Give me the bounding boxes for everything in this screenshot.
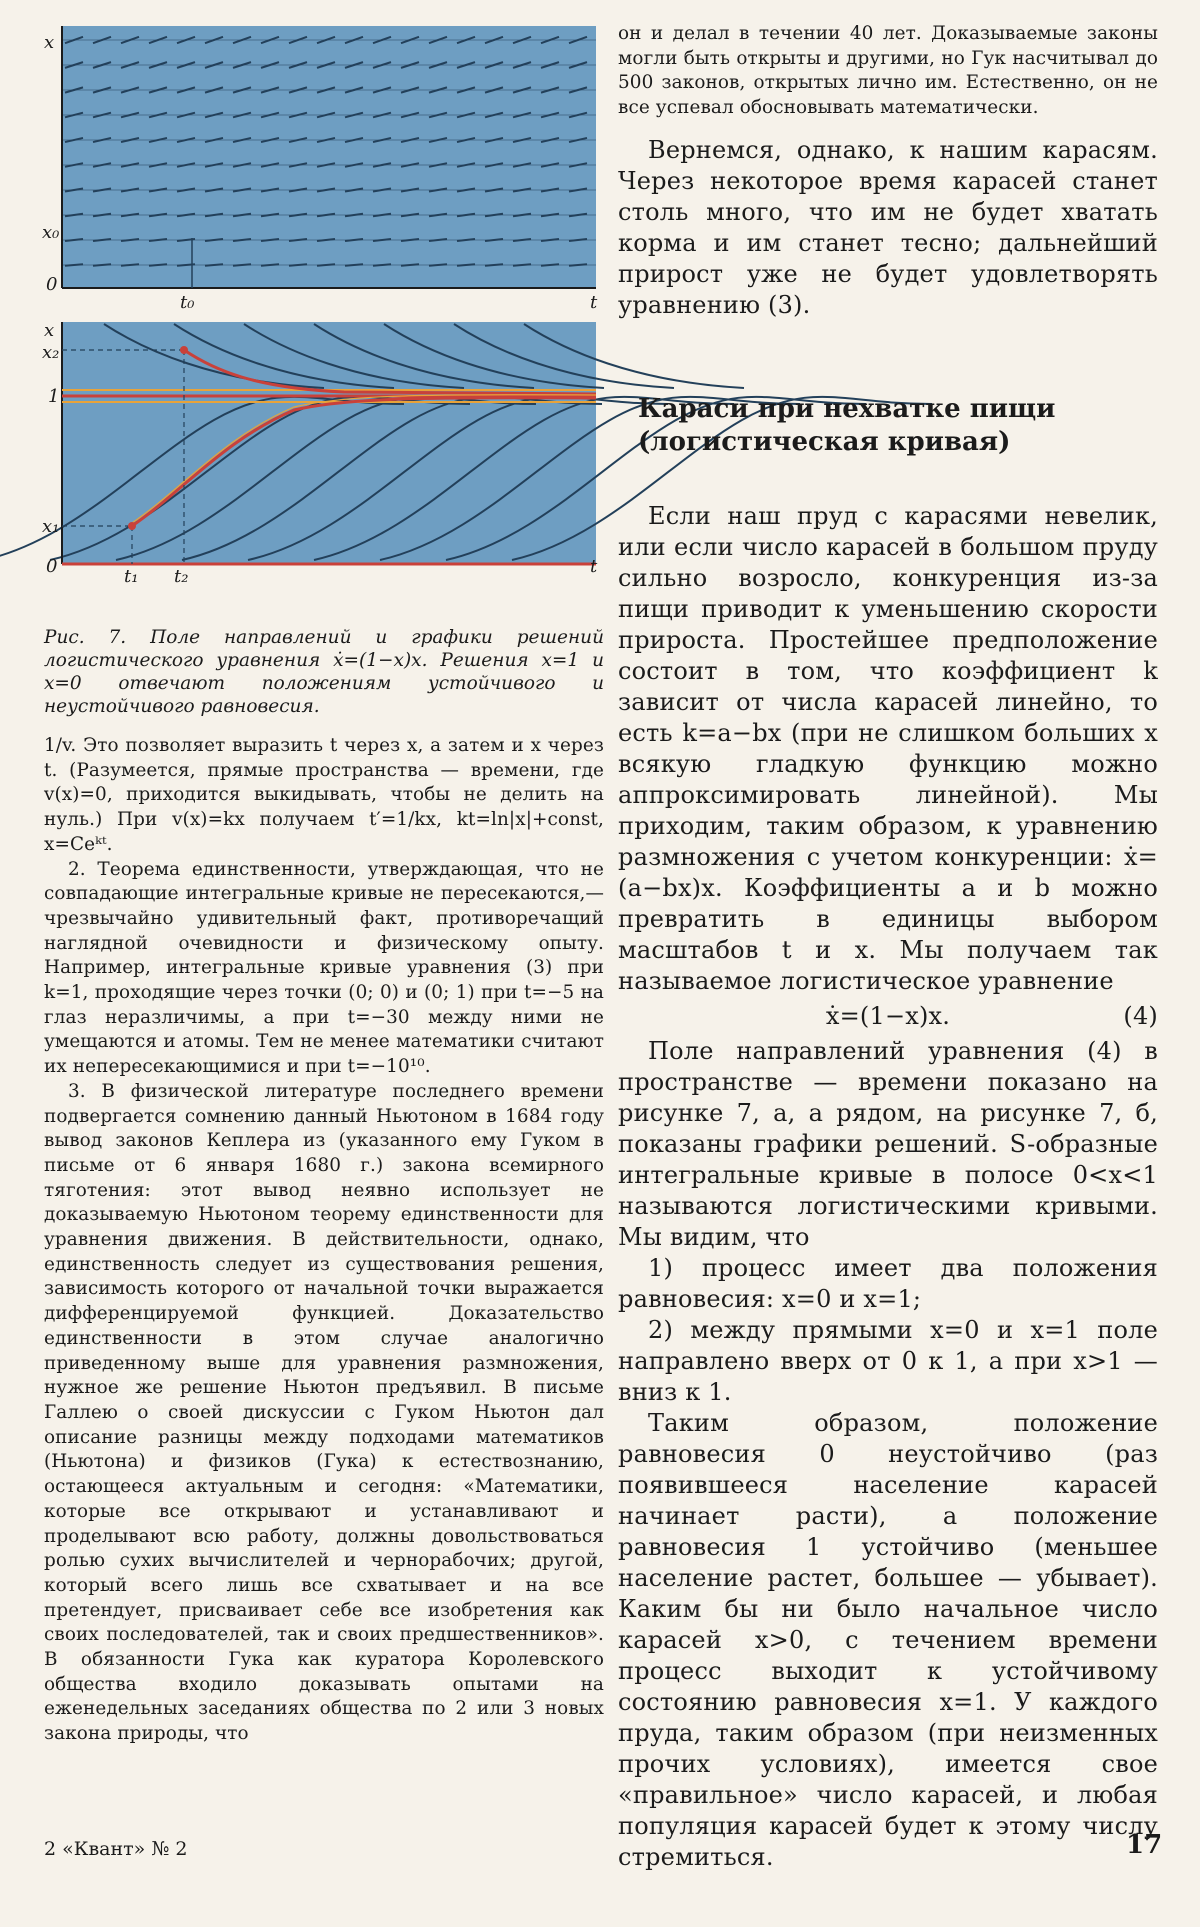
left-paragraph-3: 3. В физической литературе последнего времени подвергается сомнению данный Ньютоном в 1684 году вывод законов Кеплера из (указанного ему Гуком в письме от 6 января 1680 г.) закона всемирного тяготения: этот вывод неявно использует не доказываемую Ньютоном теорему единственности для уравнения движения. В действительности, однако, единственность следует из существования решения, зависимость которого от начальной точки выражается дифференцируемой функцией. Доказательство единственности в этом случае аналогично приведенному выше для уравнения размножения, нужное же решение Ньютон предъявил. В письме Галлею о своей дискуссии с Гуком Ньютон дал описание разницы между подходами математиков (Ньютона) и физиков (Гука) к естествознанию, остающееся актуальным и сегодня: «Математики, которые все открывают и устанавливают и проделывают всю работу, должны довольствоваться ролью сухих вычислителей и чернорабочих; другой, который всего лишь все схватывает и на все претендует, присваивает себе все изобретения как своих последователей, так и своих предшественников». В обязанности Гука как куратора Королевского общества входило доказывать опытами на еженедельных заседаниях общества по 2 или 3 новых закона природы, что <box>44 1080 604 1745</box>
left-paragraph-2: 2. Теорема единственности, утверждающая, что не совпадающие интегральные кривые не пересекаются,— чрезвычайно удивительный факт, противоречащий наглядной очевидности и физическому опыту. Например, интегральные кривые уравнения (3) при k=1, проходящие через точки (0; 0) и (0; 1) при t=−5 на глаз неразличимы, а при t=−30 между ними не умещаются и атомы. Тем не менее математики считают их непересекающимися и при t=−10¹⁰. <box>44 858 604 1078</box>
figure-7 <box>44 20 604 718</box>
start-point-x1 <box>128 522 136 530</box>
page-number: 17 <box>1126 1830 1163 1860</box>
axis-label-x-bottom: x <box>44 320 55 341</box>
axis-label-t-top: t <box>590 292 598 313</box>
list-item-1: 1) процесс имеет два положения равновесия: x=0 и x=1; <box>618 1253 1158 1313</box>
axis-origin-bottom: 0 <box>46 556 58 577</box>
footer-issue: 2 «Квант» № 2 <box>44 1838 188 1860</box>
list-item-2: 2) между прямыми x=0 и x=1 поле направлено вверх от 0 к 1, а при x>1 — вниз к 1. <box>618 1315 1158 1406</box>
axis-mark-t1: t₁ <box>124 566 139 587</box>
figure-caption: Рис. 7. Поле направлений и графики решений логистического уравнения ẋ=(1−x)x. Решения x=1 и x=0 отвечают положениям устойчивого и неустойчивого равновесия. <box>44 627 604 717</box>
right-main-text <box>618 135 1158 321</box>
solution-curves-panel <box>62 322 596 564</box>
right-paragraph-4: Таким образом, положение равновесия 0 неустойчиво (раз появившееся население карасей начинает расти), а положение равновесия 1 устойчиво (меньшее население растет, большее — убывает). Каким бы ни было начальное число карасей x>0, с течением времени процесс выходит к устойчивому состоянию равновесия x=1. У каждого пруда, таким образом (при неизменных прочих условиях), имеется свое «правильное» число карасей, и любая популяция карасей будет к этому числу стремиться. <box>618 1408 1158 1871</box>
left-paragraph-1: 1/v. Это позволяет выразить t через x, а затем и x через t. (Разумеется, прямые пространства — времени, где v(x)=0, приходится выкидывать, чтобы не делить на нуль.) При v(x)=kx получаем t′=1/kx, kt=ln|x|+const, x=Ceᵏᵗ. <box>44 735 604 855</box>
axis-mark-x2: x₂ <box>42 342 60 363</box>
right-body-text <box>618 501 1158 1873</box>
right-paragraph-3: Поле направлений уравнения (4) в пространстве — времени показано на рисунке 7, а, а рядом, на рисунке 7, б, показаны графики решений. S-образные интегральные кривые в полосе 0<x<1 называются логистическими кривыми. Мы видим, что <box>618 1036 1158 1251</box>
right-column <box>618 22 1158 1873</box>
right-small-text <box>618 22 1158 121</box>
formula-body: ẋ=(1−x)x. <box>825 1001 951 1030</box>
section-heading <box>638 393 1158 459</box>
right-paragraph-1: Вернемся, однако, к нашим карасям. Через некоторое время карасей станет столь много, что им не будет хватать корма и им станет тесно; дальнейший прирост уже не будет удовлетворять уравнению (3). <box>618 135 1158 319</box>
left-text-block <box>44 734 604 1747</box>
right-paragraph-2: Если наш пруд с карасями невелик, или если число карасей в большом пруду сильно возросло, конкуренция из-за пищи приводит к уменьшению скорости прироста. Простейшее предположение состоит в том, что коэффициент k зависит от числа карасей линейно, то есть k=a−bx (при не слишком больших x всякую гладкую функцию можно аппроксимировать линейной). Мы приходим, таким образом, к уравнению размножения с учетом конкуренции: ẋ=(a−bx)x. Коэффициенты a и b можно превратить в единицы выбором масштабов t и x. Мы получаем так называемое логистическое уравнение <box>618 501 1158 995</box>
axis-mark-x0: x₀ <box>42 222 60 243</box>
axis-label-x-top: x <box>44 32 55 53</box>
start-point-x2 <box>180 346 188 354</box>
section-title-line-2: (логистическая кривая) <box>638 426 1011 457</box>
axis-origin-top: 0 <box>46 274 58 295</box>
formula-number: (4) <box>1123 1001 1158 1030</box>
right-small-paragraph: он и делал в течении 40 лет. Доказываемые законы могли быть открыты и другими, но Гук насчитывал до 500 законов, открытых лично им. Естественно, он не все успевал обосновывать математически. <box>618 23 1158 119</box>
axis-mark-t2: t₂ <box>174 566 189 587</box>
axis-mark-one: 1 <box>48 386 60 407</box>
axis-mark-x1: x₁ <box>42 516 60 537</box>
left-column <box>44 20 604 1747</box>
figure-graphic <box>44 20 604 620</box>
axis-mark-t0: t₀ <box>180 292 195 313</box>
section-title-line-1: Караси при нехватке пищи <box>638 393 1056 424</box>
logistic-equation <box>618 1001 1158 1032</box>
axis-label-t-bottom: t <box>590 556 598 577</box>
